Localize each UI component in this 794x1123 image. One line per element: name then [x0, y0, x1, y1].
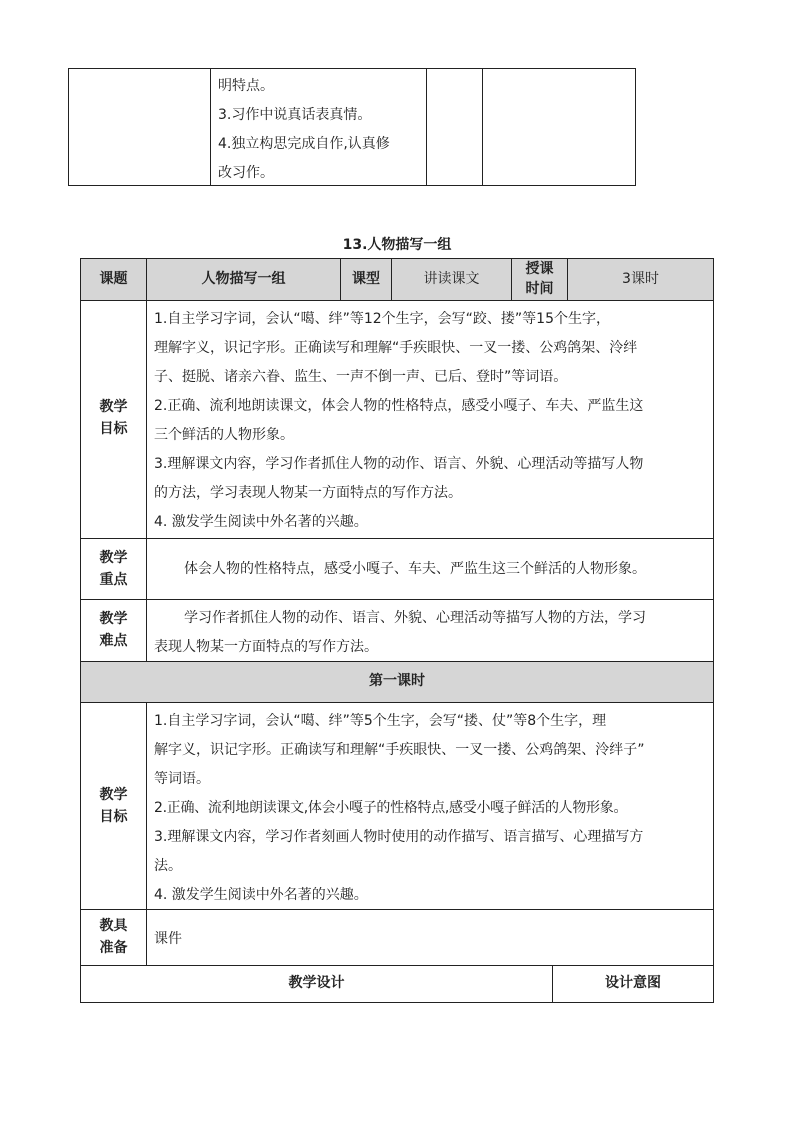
difficulty-line-2: 表现人物某一方面特点的写作方法。 [154, 639, 378, 655]
first-goals-label-line2: 目标 [99, 809, 128, 825]
topic-label: 课题 [99, 271, 128, 287]
goals-label-line1: 教学 [99, 399, 128, 415]
difficulty-label-line1: 教学 [99, 611, 128, 627]
first-goals-line-6: 法。 [154, 858, 182, 874]
difficulty-label-line2: 难点 [99, 633, 128, 649]
tools-label-line1: 教具 [99, 918, 128, 934]
first-goals-line-3: 等词语。 [154, 771, 210, 787]
top-line-2: 3.习作中说真话表真情。 [218, 107, 372, 123]
lesson-title: 13.人物描写一组 [342, 237, 452, 253]
first-goals-line-5: 3.理解课文内容，学习作者刻画人物时使用的动作描写、语言描写、心理描写方 [154, 829, 644, 845]
tools-label-line2: 准备 [99, 940, 128, 956]
goals-line-7: 的方法，学习表现人物某一方面特点的写作方法。 [154, 485, 462, 501]
goals-line-2: 理解字义，识记字形。正确读写和理解“手疾眼快、一叉一搂、公鸡鸽架、泠绊 [154, 340, 638, 356]
goals-line-8: 4. 激发学生阅读中外名著的兴趣。 [154, 514, 368, 530]
first-goals-line-7: 4. 激发学生阅读中外名著的兴趣。 [154, 887, 368, 903]
difficulty-line-1: 学习作者抓住人物的动作、语言、外貌、心理活动等描写人物的方法，学习 [184, 610, 646, 626]
topic-value: 人物描写一组 [201, 271, 286, 287]
first-goals-line-2: 解字义，识记字形。正确读写和理解“手疾眼快、一叉一搂、公鸡鸽架、泠绊子” [154, 742, 645, 758]
goals-label-line2: 目标 [99, 421, 128, 437]
top-line-3: 4.独立构思完成自作,认真修 [218, 136, 390, 152]
first-goals-label-line1: 教学 [99, 787, 128, 803]
goals-line-4: 2.正确、流利地朗读课文，体会人物的性格特点，感受小嘎子、车夫、严监生这 [154, 398, 644, 414]
tools-value: 课件 [154, 931, 182, 947]
focus-label-line1: 教学 [99, 550, 128, 566]
focus-label-line2: 重点 [99, 572, 128, 588]
type-label: 课型 [352, 271, 380, 287]
first-goals-line-1: 1.自主学习字词，会认“噶、绊”等5个生字，会写“搂、仗”等8个生字，理 [154, 713, 607, 729]
first-lesson-title: 第一课时 [369, 673, 425, 689]
type-value: 讲读课文 [423, 271, 480, 287]
goals-line-5: 三个鲜活的人物形象。 [154, 427, 294, 443]
hours-value: 3课时 [622, 271, 659, 287]
top-line-1: 明特点。 [218, 78, 274, 94]
hours-label-line2: 时间 [525, 281, 554, 297]
goals-line-6: 3.理解课文内容，学习作者抓住人物的动作、语言、外貌、心理活动等描写人物 [154, 456, 644, 472]
goals-line-3: 子、挺脱、诸亲六眷、监生、一声不倒一声、已后、登时”等词语。 [154, 369, 568, 385]
hours-label-line1: 授课 [525, 261, 554, 277]
design-label: 教学设计 [288, 975, 345, 991]
top-line-4: 改习作。 [218, 165, 274, 181]
intent-label: 设计意图 [605, 975, 661, 991]
first-goals-line-4: 2.正确、流利地朗读课文,体会小嘎子的性格特点,感受小嘎子鲜活的人物形象。 [154, 800, 628, 816]
focus-text: 体会人物的性格特点，感受小嘎子、车夫、严监生这三个鲜活的人物形象。 [184, 561, 646, 577]
goals-line-1: 1.自主学习字词，会认“噶、绊”等12个生字，会写“跤、搂”等15个生字， [154, 311, 610, 327]
